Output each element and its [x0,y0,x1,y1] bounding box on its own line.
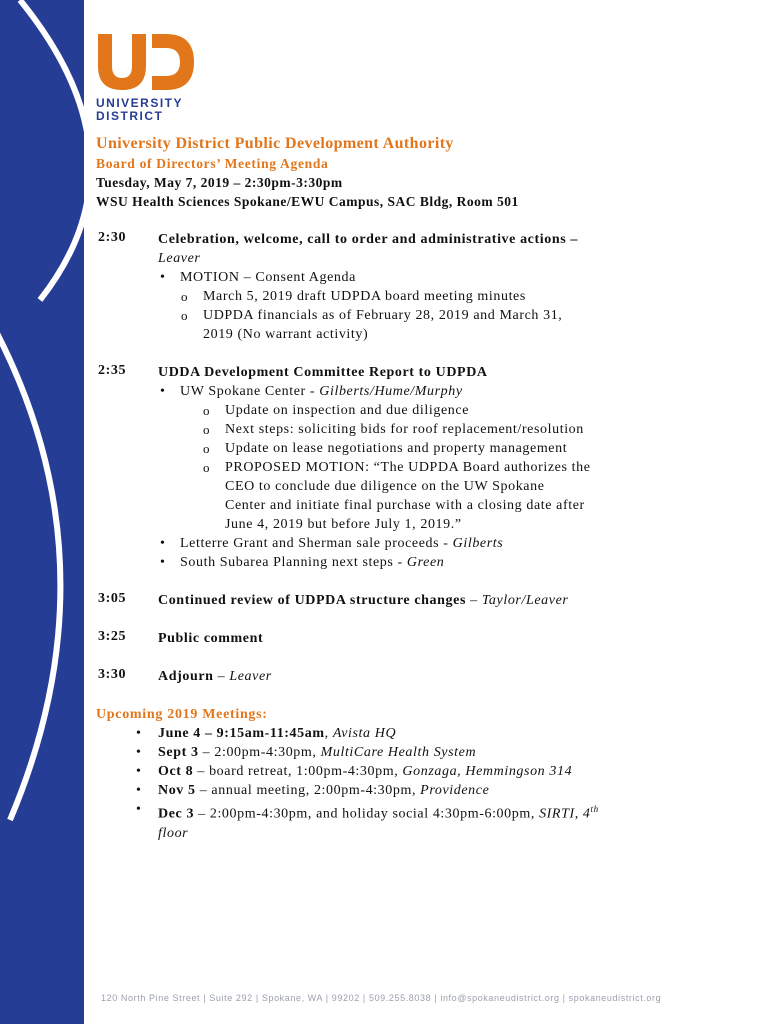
meeting-text: – board retreat, 1:00pm-4:30pm, [193,764,403,779]
agenda-item-4 [96,629,746,648]
agenda-subtitle: Board of Directors’ Meeting Agenda [96,156,329,171]
list-item-text: UDPDA financials as of February 28, 2019 and March 31, [203,308,563,323]
presenters: Green [406,555,445,570]
list-item [96,743,746,762]
motion-line: Center and initiate final purchase with a closing date after [225,498,585,513]
meeting-place: Gonzaga, Hemmingson 314 [402,764,573,779]
agenda-time: 2:35 [98,363,127,378]
agenda-time: 3:05 [98,591,127,606]
list-item [96,781,746,800]
logo-word-university: UNIVERSITY [96,96,184,110]
ordinal-suffix: th [590,804,599,814]
list-item [96,724,746,743]
logo-word-district: DISTRICT [96,109,164,123]
list-item [158,534,746,553]
meeting-place: MultiCare Health System [320,745,477,760]
meeting-date: Oct 8 [158,764,194,779]
agenda-item-title: Celebration, welcome, call to order and administrative actions – [158,232,578,247]
dash: – [213,669,230,684]
motion-line: PROPOSED MOTION: “The UDPDA Board authorizes the [225,460,591,475]
list-item: o March 5, 2019 draft UDPDA board meeting minutes [180,287,746,306]
agenda-item-3 [96,591,746,610]
dash: – [466,593,482,608]
upcoming-meetings-list [96,724,746,843]
agenda-item-title: UDDA Development Committee Report to UDPDA [158,365,488,380]
agenda-item-title: Public comment [158,631,264,646]
list-item [180,306,746,344]
motion-text: MOTION – Consent Agenda [180,270,356,285]
agenda-item-title: Adjourn [158,669,214,684]
motion-line: CEO to conclude due diligence on the UW Spokane [225,479,545,494]
meeting-text: – 2:00pm-4:30pm, [198,745,321,760]
meeting-place: Avista HQ [332,726,397,741]
list-item [96,762,746,781]
agenda-item-2 [96,363,746,572]
meeting-date: June 4 – 9:15am-11:45am [158,726,325,741]
list-item: o Update on inspection and due diligence [202,401,746,420]
agenda-document [96,134,746,843]
meeting-datetime: Tuesday, May 7, 2019 – 2:30pm-3:30pm [96,175,343,190]
meeting-location: WSU Health Sciences Spokane/EWU Campus, SAC Bldg, Room 501 [96,194,519,209]
motion-line: June 4, 2019 but before July 1, 2019.” [225,517,462,532]
meeting-place-line2: floor [158,825,189,841]
presenters: Gilberts [452,536,504,551]
agenda-time: 3:25 [98,629,127,644]
meeting-place: SIRTI, 4 [539,806,591,822]
list-item [158,268,746,344]
agenda-time: 3:30 [98,667,127,682]
presenters: Gilberts/Hume/Murphy [319,384,463,399]
list-item [158,553,746,572]
list-item [96,800,746,843]
meeting-date: Sept 3 [158,745,199,760]
upcoming-meetings-title: Upcoming 2019 Meetings: [96,707,268,722]
meeting-date: Dec 3 [158,806,195,822]
meeting-date: Nov 5 [158,783,196,798]
meeting-text: – 2:00pm-4:30pm, and holiday social 4:30pm-6:00pm, [194,806,540,822]
sidebar-decoration [0,0,84,1024]
list-item-text: UW Spokane Center - [180,384,320,399]
arc-decoration [0,0,84,1024]
agenda-item-lead: Leaver [158,251,201,266]
meeting-place: Providence [420,783,490,798]
agenda-item-5 [96,667,746,686]
list-item: o Update on lease negotiations and property management [202,439,746,458]
university-district-logo [96,32,206,123]
meeting-text: – annual meeting, 2:00pm-4:30pm, [195,783,421,798]
ud-monogram-icon [96,32,196,92]
list-item [202,458,746,534]
agenda-time: 2:30 [98,230,127,245]
agenda-item-lead: Leaver [229,669,272,684]
list-item-text: Letterre Grant and Sherman sale proceeds - [180,536,453,551]
list-item [158,382,746,534]
list-item-text: 2019 (No warrant activity) [203,327,369,342]
agenda-item-1 [96,230,746,344]
agenda-item-title: Continued review of UDPDA structure changes [158,593,466,608]
org-title: University District Public Development Authority [96,135,454,152]
footer-contact: 120 North Pine Street | Suite 292 | Spokane, WA | 99202 | 509.255.8038 | info@spokaneudistrict.org | spokaneudistrict.org [101,993,662,1003]
meeting-sep: , [324,726,333,741]
list-item: o Next steps: soliciting bids for roof replacement/resolution [202,420,746,439]
list-item-text: South Subarea Planning next steps - [180,555,407,570]
agenda-item-lead: Taylor/Leaver [481,593,569,608]
